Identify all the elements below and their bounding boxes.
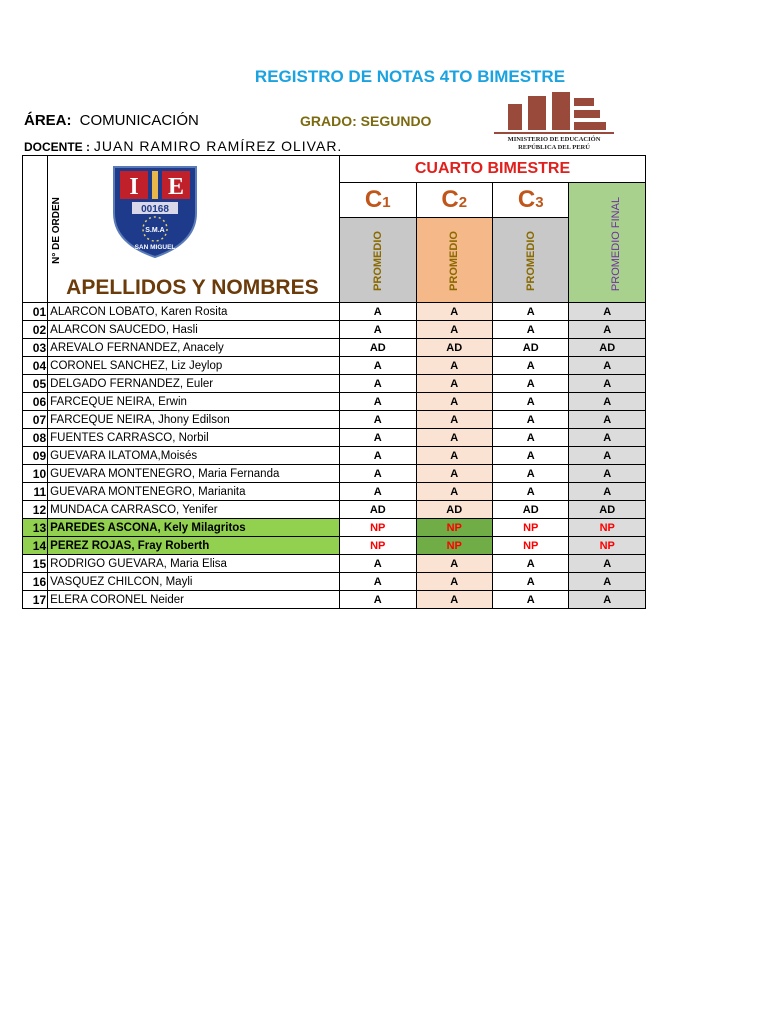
grade-c3: AD: [492, 501, 568, 519]
grade-c3: A: [492, 357, 568, 375]
table-row: [23, 303, 646, 321]
student-name: GUEVARA MONTENEGRO, Marianita: [48, 483, 340, 501]
grade-final: A: [569, 429, 646, 447]
table-row: [23, 321, 646, 339]
table-row: [23, 591, 646, 609]
table-row: [23, 465, 646, 483]
student-name: VASQUEZ CHILCON, Mayli: [48, 573, 340, 591]
c1-header: [340, 183, 416, 218]
grade-c3: A: [492, 303, 568, 321]
c1-sub: 1: [382, 194, 391, 211]
crest-letter-left: I: [129, 174, 139, 200]
grade-final: A: [569, 465, 646, 483]
table-row: [23, 393, 646, 411]
grade-c3: A: [492, 555, 568, 573]
row-number: 08: [23, 429, 48, 447]
grade-c1: A: [340, 393, 416, 411]
grade-c1: A: [340, 411, 416, 429]
grade-c2: NP: [416, 519, 492, 537]
grade-c1: A: [340, 429, 416, 447]
table-row: [23, 429, 646, 447]
name-header-cell: [48, 156, 340, 303]
student-name: ALARCON LOBATO, Karen Rosita: [48, 303, 340, 321]
crest-bottom-text: SAN MIGUEL: [134, 244, 176, 251]
grade-final: NP: [569, 519, 646, 537]
grade-c2: A: [416, 573, 492, 591]
student-name: FARCEQUE NEIRA, Jhony Edilson: [48, 411, 340, 429]
student-name: MUNDACA CARRASCO, Yenifer: [48, 501, 340, 519]
grade-final: AD: [569, 501, 646, 519]
c2-sub: 2: [458, 194, 468, 211]
grade-c1: A: [340, 483, 416, 501]
grade-final: A: [569, 321, 646, 339]
num-header: N° DE ORDEN: [50, 197, 62, 264]
grade-final: A: [569, 447, 646, 465]
c3-letter: C: [517, 186, 536, 213]
student-name: PEREZ ROJAS, Fray Roberth: [48, 537, 340, 555]
table-row: [23, 447, 646, 465]
student-name: DELGADO FERNANDEZ, Euler: [48, 375, 340, 393]
row-number: 16: [23, 573, 48, 591]
table-row: [23, 519, 646, 537]
student-name: FARCEQUE NEIRA, Erwin: [48, 393, 340, 411]
grade-c3: A: [492, 429, 568, 447]
grade-c1: A: [340, 555, 416, 573]
grade-c2: A: [416, 591, 492, 609]
grade-final: NP: [569, 537, 646, 555]
table-row: [23, 501, 646, 519]
grade-final: AD: [569, 339, 646, 357]
grade-c1: AD: [340, 501, 416, 519]
area-value: COMUNICACIÓN: [79, 112, 199, 129]
row-number: 03: [23, 339, 48, 357]
area-label: ÁREA:: [24, 112, 72, 129]
grade-c2: A: [416, 447, 492, 465]
grade-c2: AD: [416, 501, 492, 519]
row-number: 09: [23, 447, 48, 465]
page-title: REGISTRO DE NOTAS 4TO BIMESTRE: [254, 67, 566, 86]
row-number: 01: [23, 303, 48, 321]
grade-c3: A: [492, 573, 568, 591]
grade-c2: A: [416, 429, 492, 447]
row-number: 11: [23, 483, 48, 501]
crest-number: 00168: [141, 204, 170, 215]
grade-c3: A: [492, 321, 568, 339]
grade-c3: A: [492, 483, 568, 501]
crest-letter-right: E: [168, 174, 185, 200]
grade-c3: NP: [492, 519, 568, 537]
ministry-line-1: MINISTERIO DE EDUCACIÓN: [507, 136, 601, 143]
row-number: 07: [23, 411, 48, 429]
row-number: 12: [23, 501, 48, 519]
student-name: GUEVARA ILATOMA,Moisés: [48, 447, 340, 465]
grade-final: A: [569, 375, 646, 393]
crest-initials: S.M.A: [145, 227, 165, 234]
row-number: 02: [23, 321, 48, 339]
grade-c2: A: [416, 555, 492, 573]
school-crest-icon: [110, 161, 200, 261]
bimestre-header: CUARTO BIMESTRE: [340, 156, 646, 183]
grade-c2: NP: [416, 537, 492, 555]
grade-c1: A: [340, 591, 416, 609]
grade-final: A: [569, 303, 646, 321]
grade-c1: A: [340, 321, 416, 339]
grade-c2: A: [416, 303, 492, 321]
grado-label: GRADO: SEGUNDO: [300, 113, 432, 129]
row-number: 06: [23, 393, 48, 411]
table-row: [23, 555, 646, 573]
student-name: ELERA CORONEL Neider: [48, 591, 340, 609]
grades-table: [22, 155, 646, 609]
grade-c2: A: [416, 393, 492, 411]
grade-final: A: [569, 411, 646, 429]
student-rows: [23, 303, 646, 609]
grade-final: A: [569, 357, 646, 375]
docente-value: JUAN RAMIRO RAMÍREZ OLIVAR.: [93, 138, 343, 154]
area-line: [24, 112, 199, 129]
grade-c1: AD: [340, 339, 416, 357]
grade-c3: AD: [492, 339, 568, 357]
name-header: APELLIDOS Y NOMBRES: [66, 276, 319, 299]
grade-c1: A: [340, 465, 416, 483]
promedio-c3-header: [492, 218, 568, 303]
grade-final: A: [569, 483, 646, 501]
grade-c3: A: [492, 465, 568, 483]
grade-c2: A: [416, 483, 492, 501]
table-row: [23, 339, 646, 357]
grade-c3: A: [492, 591, 568, 609]
student-name: CORONEL SANCHEZ, Liz Jeylop: [48, 357, 340, 375]
grade-c3: A: [492, 411, 568, 429]
row-number: 17: [23, 591, 48, 609]
grade-c3: NP: [492, 537, 568, 555]
student-name: PAREDES ASCONA, Kely Milagritos: [48, 519, 340, 537]
num-header-cell: [23, 156, 62, 303]
grade-final: A: [569, 591, 646, 609]
grade-c1: A: [340, 375, 416, 393]
promedio-final-label: PROMEDIO FINAL: [610, 196, 623, 291]
table-row: [23, 375, 646, 393]
table-row: [23, 357, 646, 375]
grade-final: A: [569, 573, 646, 591]
row-number: 14: [23, 537, 48, 555]
student-name: FUENTES CARRASCO, Norbil: [48, 429, 340, 447]
grade-c2: A: [416, 411, 492, 429]
promedio-c2-label: PROMEDIO: [448, 231, 461, 291]
promedio-c1-header: [340, 218, 416, 303]
ministry-line-2: REPÚBLICA DEL PERÚ: [518, 144, 590, 151]
table-row: [23, 537, 646, 555]
grade-c1: A: [340, 303, 416, 321]
student-name: ALARCON SAUCEDO, Hasli: [48, 321, 340, 339]
grade-c2: A: [416, 375, 492, 393]
promedio-c2-header: [416, 218, 492, 303]
grade-final: A: [569, 393, 646, 411]
grade-c2: AD: [416, 339, 492, 357]
ministry-text: [488, 136, 620, 152]
row-number: 13: [23, 519, 48, 537]
row-number: 04: [23, 357, 48, 375]
grade-c1: NP: [340, 519, 416, 537]
table-row: [23, 573, 646, 591]
grade-c1: A: [340, 573, 416, 591]
grade-c3: A: [492, 375, 568, 393]
docente-line: [24, 138, 342, 154]
grade-c3: A: [492, 447, 568, 465]
c2-header: [416, 183, 492, 218]
grade-c2: A: [416, 321, 492, 339]
grade-final: A: [569, 555, 646, 573]
grade-c1: NP: [340, 537, 416, 555]
promedio-c3-label: PROMEDIO: [524, 231, 537, 291]
grade-c1: A: [340, 357, 416, 375]
c3-sub: 3: [535, 194, 544, 211]
grade-c3: A: [492, 393, 568, 411]
promedio-final-header: [569, 183, 646, 303]
c3-header: [492, 183, 568, 218]
grade-c1: A: [340, 447, 416, 465]
promedio-c1-label: PROMEDIO: [371, 231, 384, 291]
student-name: GUEVARA MONTENEGRO, Maria Fernanda: [48, 465, 340, 483]
row-number: 10: [23, 465, 48, 483]
docente-label: DOCENTE :: [24, 140, 90, 154]
c1-letter: C: [364, 186, 383, 213]
table-row: [23, 483, 646, 501]
student-name: AREVALO FERNANDEZ, Anacely: [48, 339, 340, 357]
table-row: [23, 411, 646, 429]
grade-c2: A: [416, 357, 492, 375]
row-number: 05: [23, 375, 48, 393]
grade-c2: A: [416, 465, 492, 483]
student-name: RODRIGO GUEVARA, Maria Elisa: [48, 555, 340, 573]
row-number: 15: [23, 555, 48, 573]
c2-letter: C: [441, 186, 459, 213]
